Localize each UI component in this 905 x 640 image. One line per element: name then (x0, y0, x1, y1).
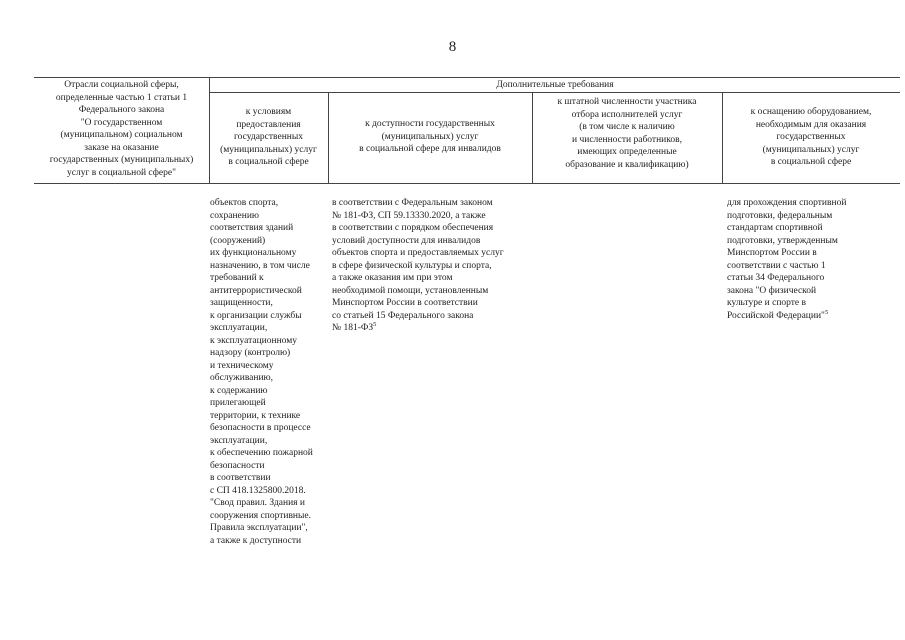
header-text-line: (муниципальном) социальном (60, 130, 183, 140)
header-col-conditions (209, 106, 328, 169)
header-text-line: государственных (233, 132, 303, 142)
header-col-accessibility (328, 118, 532, 156)
body-text-line: закона "О физической (727, 285, 817, 296)
body-text-line: с СП 418.1325800.2018. (210, 485, 306, 496)
body-text-line: безопасности (210, 460, 265, 471)
header-text-line: (муниципальных) услуг (762, 144, 860, 155)
body-text-line: Правила эксплуатации", (210, 523, 308, 533)
header-text-line: заказе на оказание (84, 142, 159, 153)
body-text-line: в соответствии с Федеральным законом (332, 198, 493, 208)
body-text-line: защищенности, (210, 298, 273, 308)
body-text-line: назначению, в том числе (210, 260, 310, 271)
body-text-line: объектов спорта и предоставляемых услуг (332, 248, 504, 258)
body-text-line: в соответствии с порядком обеспечения (332, 223, 494, 233)
body-text-line: требований к (210, 273, 264, 283)
body-text-line: к обеспечению пожарной (210, 448, 313, 458)
body-text-line: эксплуатации, (210, 435, 268, 446)
group-title: Дополнительные требования (496, 80, 614, 90)
group-title-underline (210, 92, 900, 93)
header-group-additional-requirements (210, 79, 900, 92)
body-text-line: (сооружений) (210, 235, 266, 246)
header-text-line: Федерального закона (78, 105, 165, 115)
header-text-line: в социальной сфере (228, 157, 309, 167)
header-text-line: необходимым для оказания (755, 119, 867, 130)
body-text-line: к содержанию (210, 385, 268, 396)
body-text-line: прилегающей (210, 398, 266, 408)
header-col-social-sectors (34, 79, 209, 179)
body-text-line: их функциональному (210, 248, 297, 258)
table-top-border (34, 77, 900, 78)
body-text-line: Минспортом России в соответствии (332, 298, 478, 308)
body-text-line: а также оказания им при этом (332, 273, 453, 283)
body-text-line: территории, к технике (210, 410, 301, 421)
header-text-line: образование и квалификацию) (565, 159, 689, 170)
header-text-line: (в том числе к наличию (579, 122, 675, 132)
body-text-line: обслуживанию, (210, 373, 274, 383)
page-number: 8 (448, 39, 457, 55)
footnote-marker: 5 (373, 320, 377, 328)
body-text-line: подготовки, федеральным (727, 210, 833, 221)
body-text-line: в соответствии (210, 473, 271, 483)
body-text-line: надзору (контролю) (210, 348, 291, 358)
body-text-line: объектов спорта, (210, 198, 279, 208)
body-text-line: № 181-ФЗ, СП 59.13330.2020, а также (332, 210, 486, 221)
body-text-line: № $181-ФЗ^5$ (332, 320, 377, 333)
body-text-line: безопасности в процессе (210, 423, 311, 433)
body-text-line: и техническому (210, 360, 274, 371)
body-col-accessibility (332, 197, 532, 335)
body-text-line: для прохождения спортивной (727, 198, 847, 208)
body-col-equipment (727, 197, 899, 322)
header-text-line: отбора исполнителей услуг (571, 109, 683, 120)
body-text-line: условий доступности для инвалидов (332, 235, 481, 246)
body-col-conditions (210, 197, 335, 547)
body-text-line: статьи 34 Федерального (727, 273, 825, 283)
body-text-line: Российской Федерации"$^5$ (727, 308, 829, 321)
header-text-line: предоставления (236, 119, 301, 130)
body-text-line: антитеррористической (210, 285, 302, 296)
header-text-line: Отрасли социальной сферы, (64, 80, 179, 90)
header-text-line: в социальной сфере (770, 157, 852, 167)
header-text-line: к оснащению оборудованием, (750, 107, 872, 117)
body-text-line: необходимой помощи, установленным (332, 285, 489, 296)
header-text-line: имеющих определенные (577, 147, 677, 157)
body-text-line: культуре и спорте в (727, 298, 807, 308)
header-text-line: к доступности государственных (365, 119, 495, 129)
body-text-line: эксплуатации, (210, 323, 268, 333)
header-text-line: к штатной численности участника (557, 97, 697, 107)
body-text-line: Минспортом России в (727, 248, 817, 258)
body-text-line: стандартам спортивной (727, 223, 823, 233)
body-text-line: к организации службы (210, 310, 302, 321)
header-text-line: "О государственном (80, 117, 163, 128)
header-text-line: и численности работников, (572, 134, 682, 145)
body-text-line: а также к доступности (210, 535, 302, 546)
header-text-line: государственных (776, 132, 846, 142)
header-text-line: (муниципальных) услуг (220, 144, 317, 155)
header-text-line: услуг в социальной сфере" (67, 167, 176, 178)
body-text-line: сооружения спортивные. (210, 510, 311, 521)
body-text-line: подготовки, утвержденным (727, 235, 838, 246)
header-bottom-border (34, 183, 900, 184)
header-text-line: (муниципальных) услуг (381, 131, 479, 142)
header-text-line: в социальной сфере для инвалидов (359, 144, 501, 154)
body-text-line: со статьей 15 Федерального закона (332, 310, 474, 321)
header-text-line: определенные частью 1 статьи 1 (55, 92, 188, 103)
header-text-line: государственных (муниципальных) (49, 155, 194, 165)
header-col-staffing (532, 96, 722, 171)
body-text-line: сохранению (210, 210, 260, 221)
body-text-line: к эксплуатационному (210, 335, 297, 346)
header-col-equipment (722, 106, 900, 169)
body-text-line: "Свод правил. Здания и (210, 498, 305, 508)
body-text-line: соответствии с частью 1 (727, 260, 826, 271)
header-text-line: к условиям (245, 107, 292, 117)
body-text-line: в сфере физической культуры и спорта, (332, 260, 492, 271)
footnote-marker: 5 (824, 308, 829, 316)
body-text-line: соответствия зданий (210, 223, 294, 233)
